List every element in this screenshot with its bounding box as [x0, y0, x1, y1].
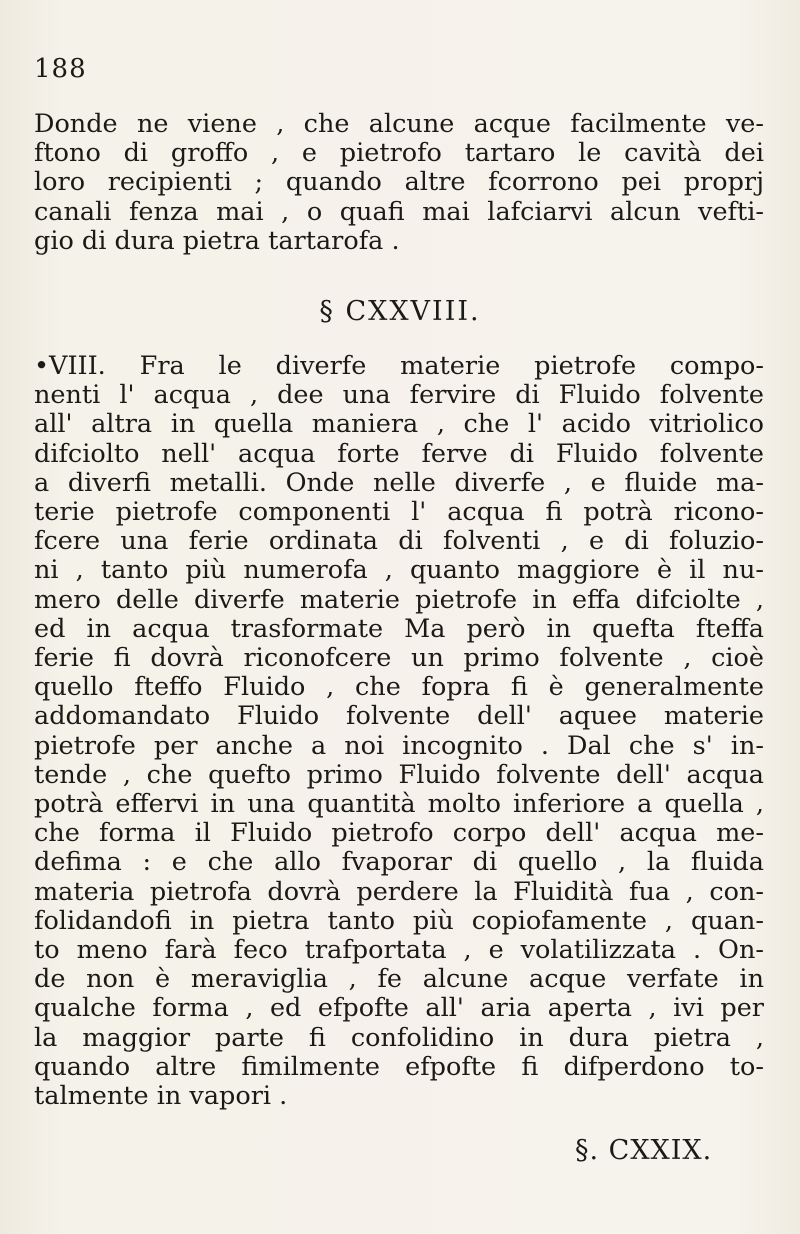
- paragraph-2: [34, 352, 764, 1111]
- text-line: pietrofe per anche a noi incognito . Dal che s' in-: [34, 730, 764, 761]
- text-line: Donde ne viene , che alcune acque facilmente ve-: [34, 109, 764, 139]
- text-line: ftono di groffo , e pietrofo tartaro le cavità dei: [34, 138, 764, 169]
- text-line: addomandato Fluido folvente dell' aquee materie: [34, 701, 764, 732]
- text-line: potrà effervi in una quantità molto inferiore a quella ,: [34, 789, 764, 820]
- text-line: nenti l' acqua , dee una fervire di Fluido folvente: [34, 380, 764, 411]
- text-line: de non è meraviglia , fe alcune acque verfate in: [34, 964, 764, 995]
- text-line: che forma il Fluido pietrofo corpo dell' acqua me-: [34, 818, 764, 849]
- text-line: all' altra in quella maniera , che l' acido vitriolico: [34, 409, 764, 440]
- text-line: fcere una ferie ordinata di folventi , e di foluzio-: [34, 526, 764, 557]
- text-line: mero delle diverfe materie pietrofe in effa difciolte ,: [34, 584, 764, 615]
- text-line: talmente in vapori .: [34, 1081, 288, 1112]
- text-line: to meno farà feco trafportata , e volatilizzata . On-: [34, 935, 764, 966]
- page-number: 188: [34, 54, 87, 84]
- text-line: folidandofi in pietra tanto più copiofamente , quan-: [34, 905, 764, 936]
- paragraph-1: [34, 110, 764, 256]
- text-line: materia pietrofa dovrà perdere la Fluidità fua , con-: [34, 876, 764, 907]
- text-line: quello fteffo Fluido , che fopra fi è generalmente: [34, 672, 764, 703]
- text-line: qualche forma , ed efpofte all' aria aperta , ivi per: [34, 993, 764, 1024]
- text-line: ni , tanto più numerofa , quanto maggiore è il nu-: [34, 555, 764, 586]
- text-line: canali fenza mai , o quafi mai lafciarvi alcun vefti-: [34, 196, 764, 227]
- catchword: §. CXXIX.: [575, 1135, 713, 1166]
- text-line: la maggior parte fi confolidino in dura pietra ,: [34, 1022, 764, 1053]
- text-line: ferie fi dovrà riconofcere un primo folvente , cioè: [34, 643, 764, 674]
- text-line: tende , che quefto primo Fluido folvente dell' acqua: [34, 759, 764, 790]
- text-line: quando altre fimilmente efpofte fi difperdono to-: [34, 1051, 764, 1082]
- text-line: defima : e che allo fvaporar di quello , la fluida: [34, 847, 764, 878]
- text-line: a diverfi metalli. Onde nelle diverfe , e fluide ma-: [34, 467, 764, 498]
- text-line: ed in acqua trasformate Ma però in quefta fteffa: [34, 613, 764, 644]
- text-line: difciolto nell' acqua forte ferve di Fluido folvente: [34, 438, 764, 469]
- text-line: loro recipienti ; quando altre fcorrono pei proprj: [34, 167, 764, 198]
- text-line: gio di dura pietra tartarofa .: [34, 225, 400, 256]
- text-line: terie pietrofe componenti l' acqua fi potrà ricono-: [34, 497, 764, 528]
- text-line: •VIII. Fra le diverfe materie pietrofe compo-: [34, 351, 764, 381]
- section-heading: § CXXVIII.: [319, 296, 481, 327]
